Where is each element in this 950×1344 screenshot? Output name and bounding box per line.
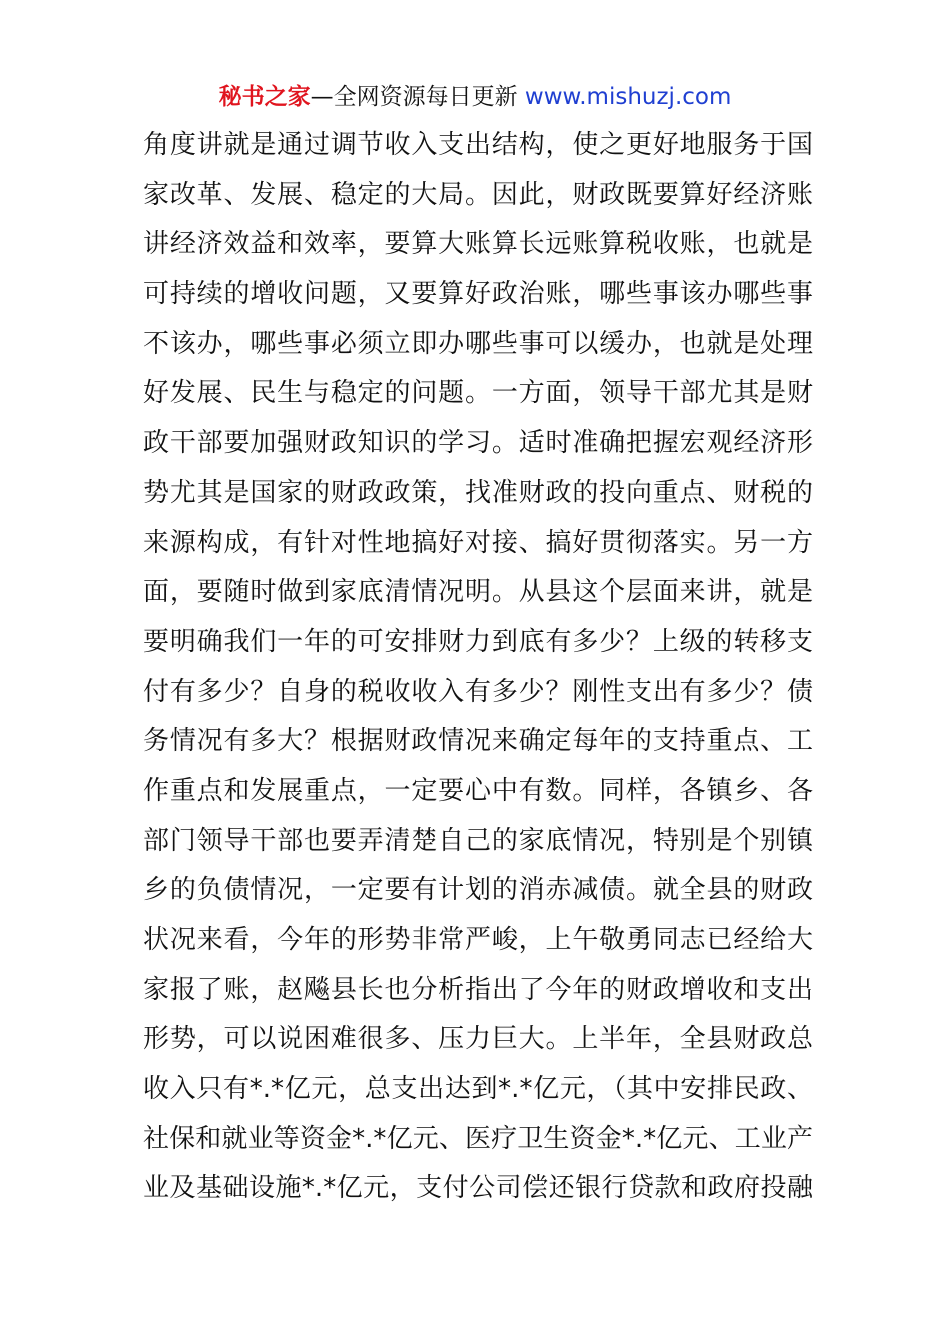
body-text: [143, 121, 813, 1214]
header-tagline: —全网资源每日更新: [310, 84, 525, 110]
text-line: 状况来看，今年的形势非常严峻，上午敬勇同志已经给大: [143, 925, 813, 955]
text-line: 角度讲就是通过调节收入支出结构，使之更好地服务于国: [143, 130, 813, 160]
text-line: 业及基础设施*.*亿元，支付公司偿还银行贷款和政府投融: [143, 1173, 813, 1204]
site-url[interactable]: www.mishuzj.com: [524, 84, 732, 110]
page-header: [0, 80, 950, 114]
text-line: 家改革、发展、稳定的大局。因此，财政既要算好经济账: [143, 179, 813, 210]
text-line: 作重点和发展重点，一定要心中有数。同样，各镇乡、各: [143, 775, 813, 806]
text-line: 社保和就业等资金*.*亿元、医疗卫生资金*.*亿元、工业产: [143, 1123, 813, 1154]
brand-name: 秘书之家: [218, 84, 311, 110]
text-line: 形势，可以说困难很多、压力巨大。上半年，全县财政总: [143, 1024, 813, 1055]
text-line: 付有多少？自身的税收收入有多少？刚性支出有多少？债: [143, 676, 813, 707]
text-line: 乡的负债情况，一定要有计划的消赤减债。就全县的财政: [143, 875, 813, 906]
text-line: 家报了账，赵飚县长也分析指出了今年的财政增收和支出: [143, 974, 813, 1005]
text-line: 务情况有多大？根据财政情况来确定每年的支持重点、工: [143, 726, 813, 757]
text-line: 不该办，哪些事必须立即办哪些事可以缓办，也就是处理: [143, 328, 813, 359]
text-line: 部门领导干部也要弄清楚自己的家底情况，特别是个别镇: [143, 825, 813, 856]
text-line: 收入只有*.*亿元，总支出达到*.*亿元，（其中安排民政、: [143, 1074, 813, 1105]
text-line: 要明确我们一年的可安排财力到底有多少？上级的转移支: [143, 626, 813, 657]
text-line: 来源构成，有针对性地搞好对接、搞好贯彻落实。另一方: [143, 527, 813, 558]
text-line: 讲经济效益和效率，要算大账算长远账算税收账，也就是: [143, 229, 813, 260]
text-line: 势尤其是国家的财政政策，找准财政的投向重点、财税的: [143, 477, 813, 508]
text-line: 好发展、民生与稳定的问题。一方面，领导干部尤其是财: [143, 378, 813, 409]
text-line: 面，要随时做到家底清情况明。从县这个层面来讲，就是: [143, 577, 813, 608]
text-line: 政干部要加强财政知识的学习。适时准确把握宏观经济形: [143, 428, 813, 459]
text-line: 可持续的增收问题，又要算好政治账，哪些事该办哪些事: [143, 279, 813, 310]
